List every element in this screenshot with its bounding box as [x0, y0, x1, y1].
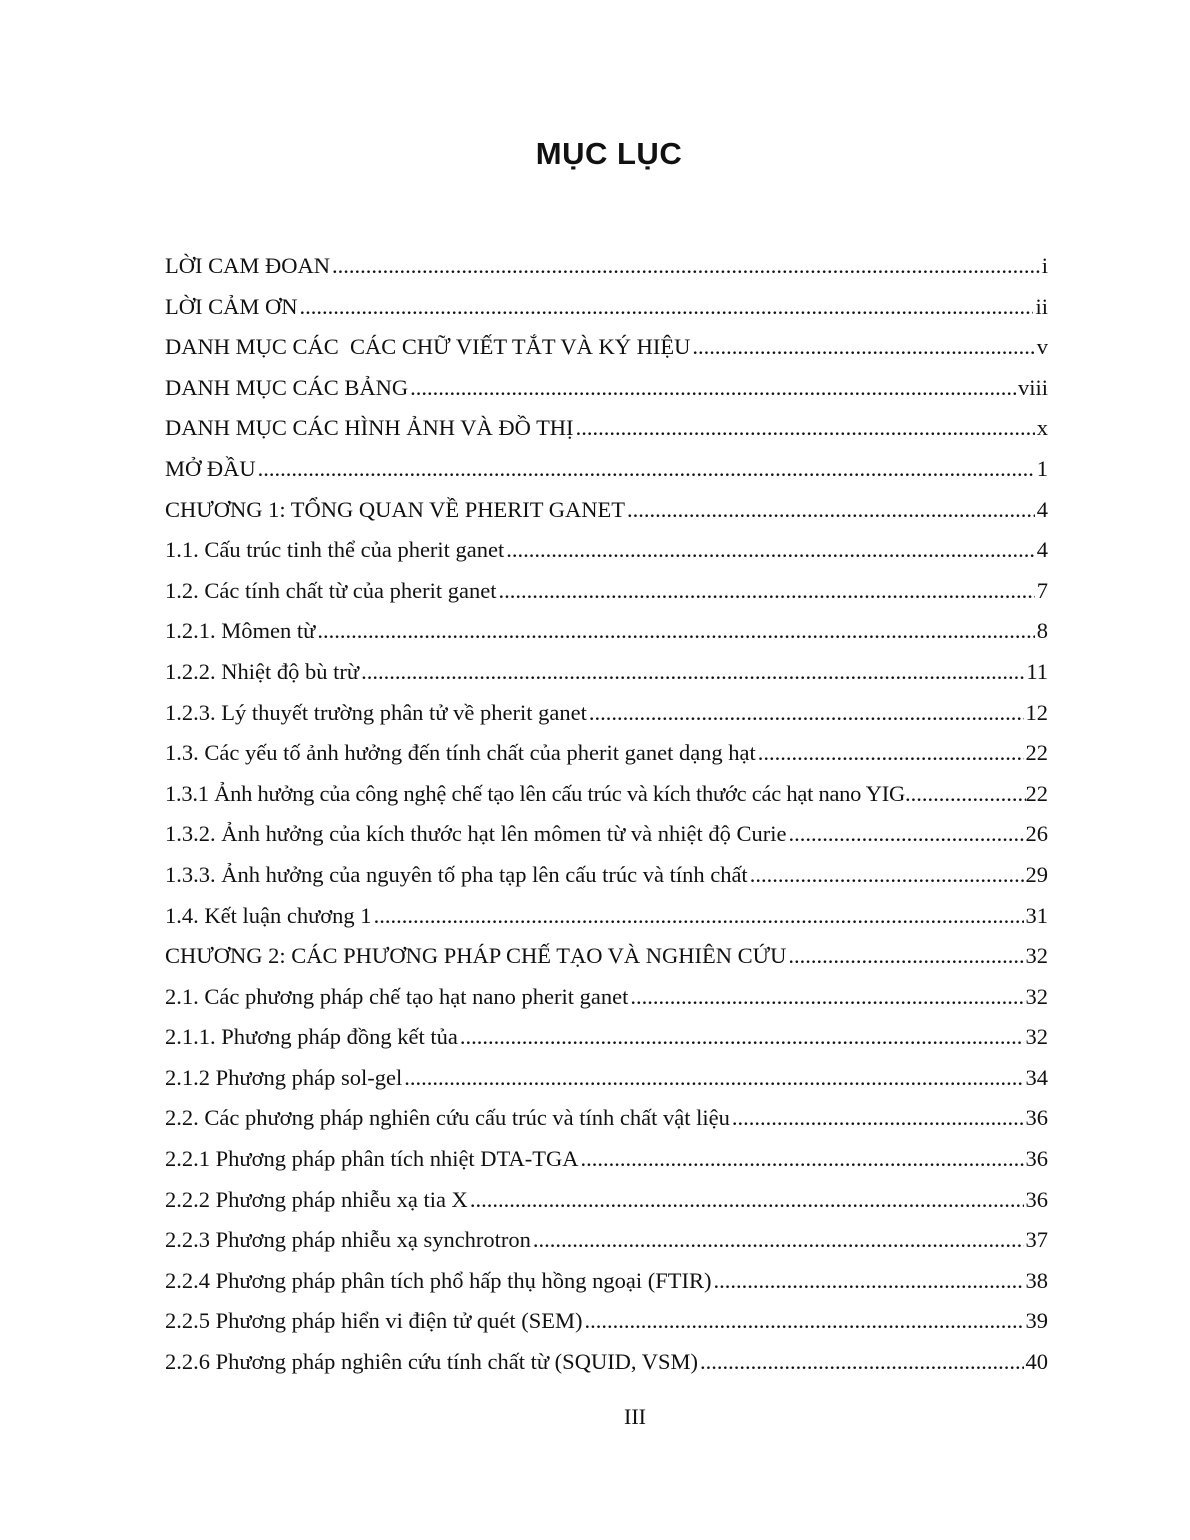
toc-entry[interactable] — [165, 733, 1048, 774]
toc-entry-label: 2.2.1 Phương pháp phân tích nhiệt DTA-TGA — [165, 1146, 579, 1172]
toc-entry[interactable] — [165, 1098, 1048, 1139]
toc-entry[interactable] — [165, 1342, 1048, 1383]
toc-entry-page: 1 — [1036, 455, 1048, 481]
toc-entry-label: 2.2.4 Phương pháp phân tích phổ hấp thụ hồng ngoại (FTIR) — [165, 1267, 712, 1293]
toc-entry-page: 40 — [1025, 1349, 1048, 1375]
toc-entry[interactable] — [165, 896, 1048, 937]
toc-entry-page: 22 — [1025, 740, 1048, 766]
dot-leader — [258, 449, 1035, 490]
toc-entry-page: 32 — [1025, 983, 1048, 1009]
dot-leader — [300, 287, 1034, 328]
toc-entry-page: 38 — [1025, 1267, 1048, 1293]
dot-leader — [589, 693, 1024, 734]
toc-entry-page: 32 — [1025, 943, 1048, 969]
toc-entry[interactable] — [165, 1220, 1048, 1261]
toc-entry[interactable] — [165, 1180, 1048, 1221]
toc-entry-label: 1.4. Kết luận chương 1 — [165, 902, 372, 928]
toc-entry-label: 2.2. Các phương pháp nghiên cứu cấu trúc và tính chất vật liệu — [165, 1105, 730, 1131]
toc-entry[interactable] — [165, 855, 1048, 896]
dot-leader — [580, 1139, 1023, 1180]
page-title: MỤC LỤC — [535, 136, 683, 171]
toc-entry-page: 39 — [1025, 1308, 1048, 1334]
toc-entry-label: 1.3. Các yếu tố ảnh hưởng đến tính chất của pherit ganet dạng hạt — [165, 740, 756, 766]
dot-leader — [789, 814, 1024, 855]
toc-entry-page: 29 — [1025, 861, 1048, 887]
toc-entry-page: 31 — [1025, 902, 1048, 928]
toc-entry-label: 1.2.3. Lý thuyết trường phân tử về pherit ganet — [165, 699, 587, 725]
toc-entry-label: 2.1.2 Phương pháp sol-gel — [165, 1064, 403, 1090]
toc-entry[interactable] — [165, 287, 1048, 328]
dot-leader — [533, 1220, 1024, 1261]
dot-leader — [470, 1180, 1024, 1221]
toc-entry[interactable] — [165, 368, 1048, 409]
toc-entry-page: i — [1041, 253, 1048, 278]
toc-entry-page: x — [1036, 415, 1048, 441]
dot-leader — [576, 408, 1035, 449]
toc-entry[interactable] — [165, 1139, 1048, 1180]
toc-entry[interactable] — [165, 449, 1048, 490]
toc-entry-page: 36 — [1025, 1186, 1048, 1212]
toc-entry-label: CHƯƠNG 1: TỔNG QUAN VỀ PHERIT GANET — [165, 496, 625, 522]
toc-entry-page: 32 — [1025, 1024, 1048, 1050]
toc-entry-label: 2.1.1. Phương pháp đồng kết tủa — [165, 1024, 458, 1050]
toc-entry-page: 8 — [1036, 618, 1048, 644]
dot-leader — [627, 490, 1035, 531]
dot-leader — [332, 246, 1040, 287]
toc-entry[interactable] — [165, 774, 1048, 815]
toc-entry[interactable] — [165, 490, 1048, 531]
toc-entry-page: 22 — [1025, 780, 1048, 806]
dot-leader — [404, 1058, 1023, 1099]
dot-leader — [498, 571, 1034, 612]
toc-entry-label: 2.1. Các phương pháp chế tạo hạt nano pherit ganet — [165, 983, 629, 1009]
dot-leader — [692, 327, 1034, 368]
toc-entry-label: 2.2.5 Phương pháp hiển vi điện tử quét (SEM) — [165, 1308, 583, 1334]
toc-entry[interactable] — [165, 1017, 1048, 1058]
toc-entry-page: 12 — [1025, 699, 1048, 725]
dot-leader — [361, 652, 1024, 693]
toc-entry-label: 1.3.3. Ảnh hưởng của nguyên tố pha tạp lên cấu trúc và tính chất — [165, 861, 748, 887]
dot-leader — [630, 977, 1023, 1018]
dot-leader — [750, 855, 1024, 896]
toc-entry-label: 1.1. Cấu trúc tinh thể của pherit ganet — [165, 537, 505, 563]
table-of-contents — [165, 246, 1048, 1383]
toc-entry-page: v — [1036, 334, 1048, 360]
toc-entry[interactable] — [165, 327, 1048, 368]
dot-leader — [585, 1301, 1024, 1342]
toc-entry[interactable] — [165, 1261, 1048, 1302]
toc-entry-label: DANH MỤC CÁC CÁC CHỮ VIẾT TẮT VÀ KÝ HIỆU — [165, 334, 691, 360]
toc-entry[interactable] — [165, 693, 1048, 734]
toc-entry-label: 1.3.1 Ảnh hưởng của công nghệ chế tạo lên cấu trúc và kích thước các hạt nano YIG — [165, 780, 905, 806]
toc-entry-label: LỜI CAM ĐOAN — [165, 253, 330, 278]
toc-entry-page: 37 — [1025, 1227, 1048, 1253]
toc-entry-page: 26 — [1025, 821, 1048, 847]
toc-entry-page: 34 — [1025, 1064, 1048, 1090]
dot-leader — [714, 1261, 1024, 1302]
toc-entry-label: MỞ ĐẦU — [165, 455, 256, 481]
toc-entry[interactable] — [165, 246, 1048, 287]
page-number: III — [624, 1404, 646, 1429]
toc-entry-page: 36 — [1025, 1146, 1048, 1172]
dot-leader — [788, 936, 1023, 977]
toc-entry-page: 4 — [1036, 537, 1048, 563]
toc-entry-label: CHƯƠNG 2: CÁC PHƯƠNG PHÁP CHẾ TẠO VÀ NGHIÊN CỨU — [165, 943, 787, 969]
toc-entry[interactable] — [165, 611, 1048, 652]
dot-leader — [758, 733, 1024, 774]
dot-leader — [410, 368, 1016, 409]
toc-entry-label: 1.3.2. Ảnh hưởng của kích thước hạt lên mômen từ và nhiệt độ Curie — [165, 821, 787, 847]
toc-entry-page: 36 — [1025, 1105, 1048, 1131]
toc-entry-label: 2.2.3 Phương pháp nhiễu xạ synchrotron — [165, 1227, 531, 1253]
toc-entry[interactable] — [165, 530, 1048, 571]
dot-leader — [905, 774, 1026, 815]
toc-entry-label: 1.2.2. Nhiệt độ bù trừ — [165, 658, 360, 684]
toc-entry[interactable] — [165, 408, 1048, 449]
toc-entry-page: viii — [1017, 374, 1048, 400]
toc-entry[interactable] — [165, 1301, 1048, 1342]
toc-entry-label: DANH MỤC CÁC BẢNG — [165, 374, 409, 400]
toc-entry-page: 11 — [1026, 658, 1048, 684]
toc-entry-page: 7 — [1036, 577, 1048, 603]
toc-entry-label: 2.2.2 Phương pháp nhiễu xạ tia X — [165, 1186, 468, 1212]
dot-leader — [317, 611, 1034, 652]
toc-entry-label: 1.2. Các tính chất từ của pherit ganet — [165, 577, 497, 603]
dot-leader — [506, 530, 1034, 571]
toc-entry-page: 4 — [1036, 496, 1048, 522]
dot-leader — [732, 1098, 1024, 1139]
toc-entry[interactable] — [165, 652, 1048, 693]
toc-entry-label: DANH MỤC CÁC HÌNH ẢNH VÀ ĐỒ THỊ — [165, 415, 574, 441]
toc-entry[interactable] — [165, 977, 1048, 1018]
toc-entry-label: 2.2.6 Phương pháp nghiên cứu tính chất từ (SQUID, VSM) — [165, 1349, 699, 1375]
toc-entry-page: ii — [1035, 293, 1048, 319]
toc-entry[interactable] — [165, 571, 1048, 612]
toc-entry-label: 1.2.1. Mômen từ — [165, 618, 316, 644]
toc-entry-label: LỜI CẢM ƠN — [165, 293, 298, 319]
toc-entry[interactable] — [165, 936, 1048, 977]
toc-entry[interactable] — [165, 1058, 1048, 1099]
toc-entry[interactable] — [165, 814, 1048, 855]
dot-leader — [460, 1017, 1024, 1058]
dot-leader — [700, 1342, 1023, 1383]
dot-leader — [374, 896, 1024, 937]
